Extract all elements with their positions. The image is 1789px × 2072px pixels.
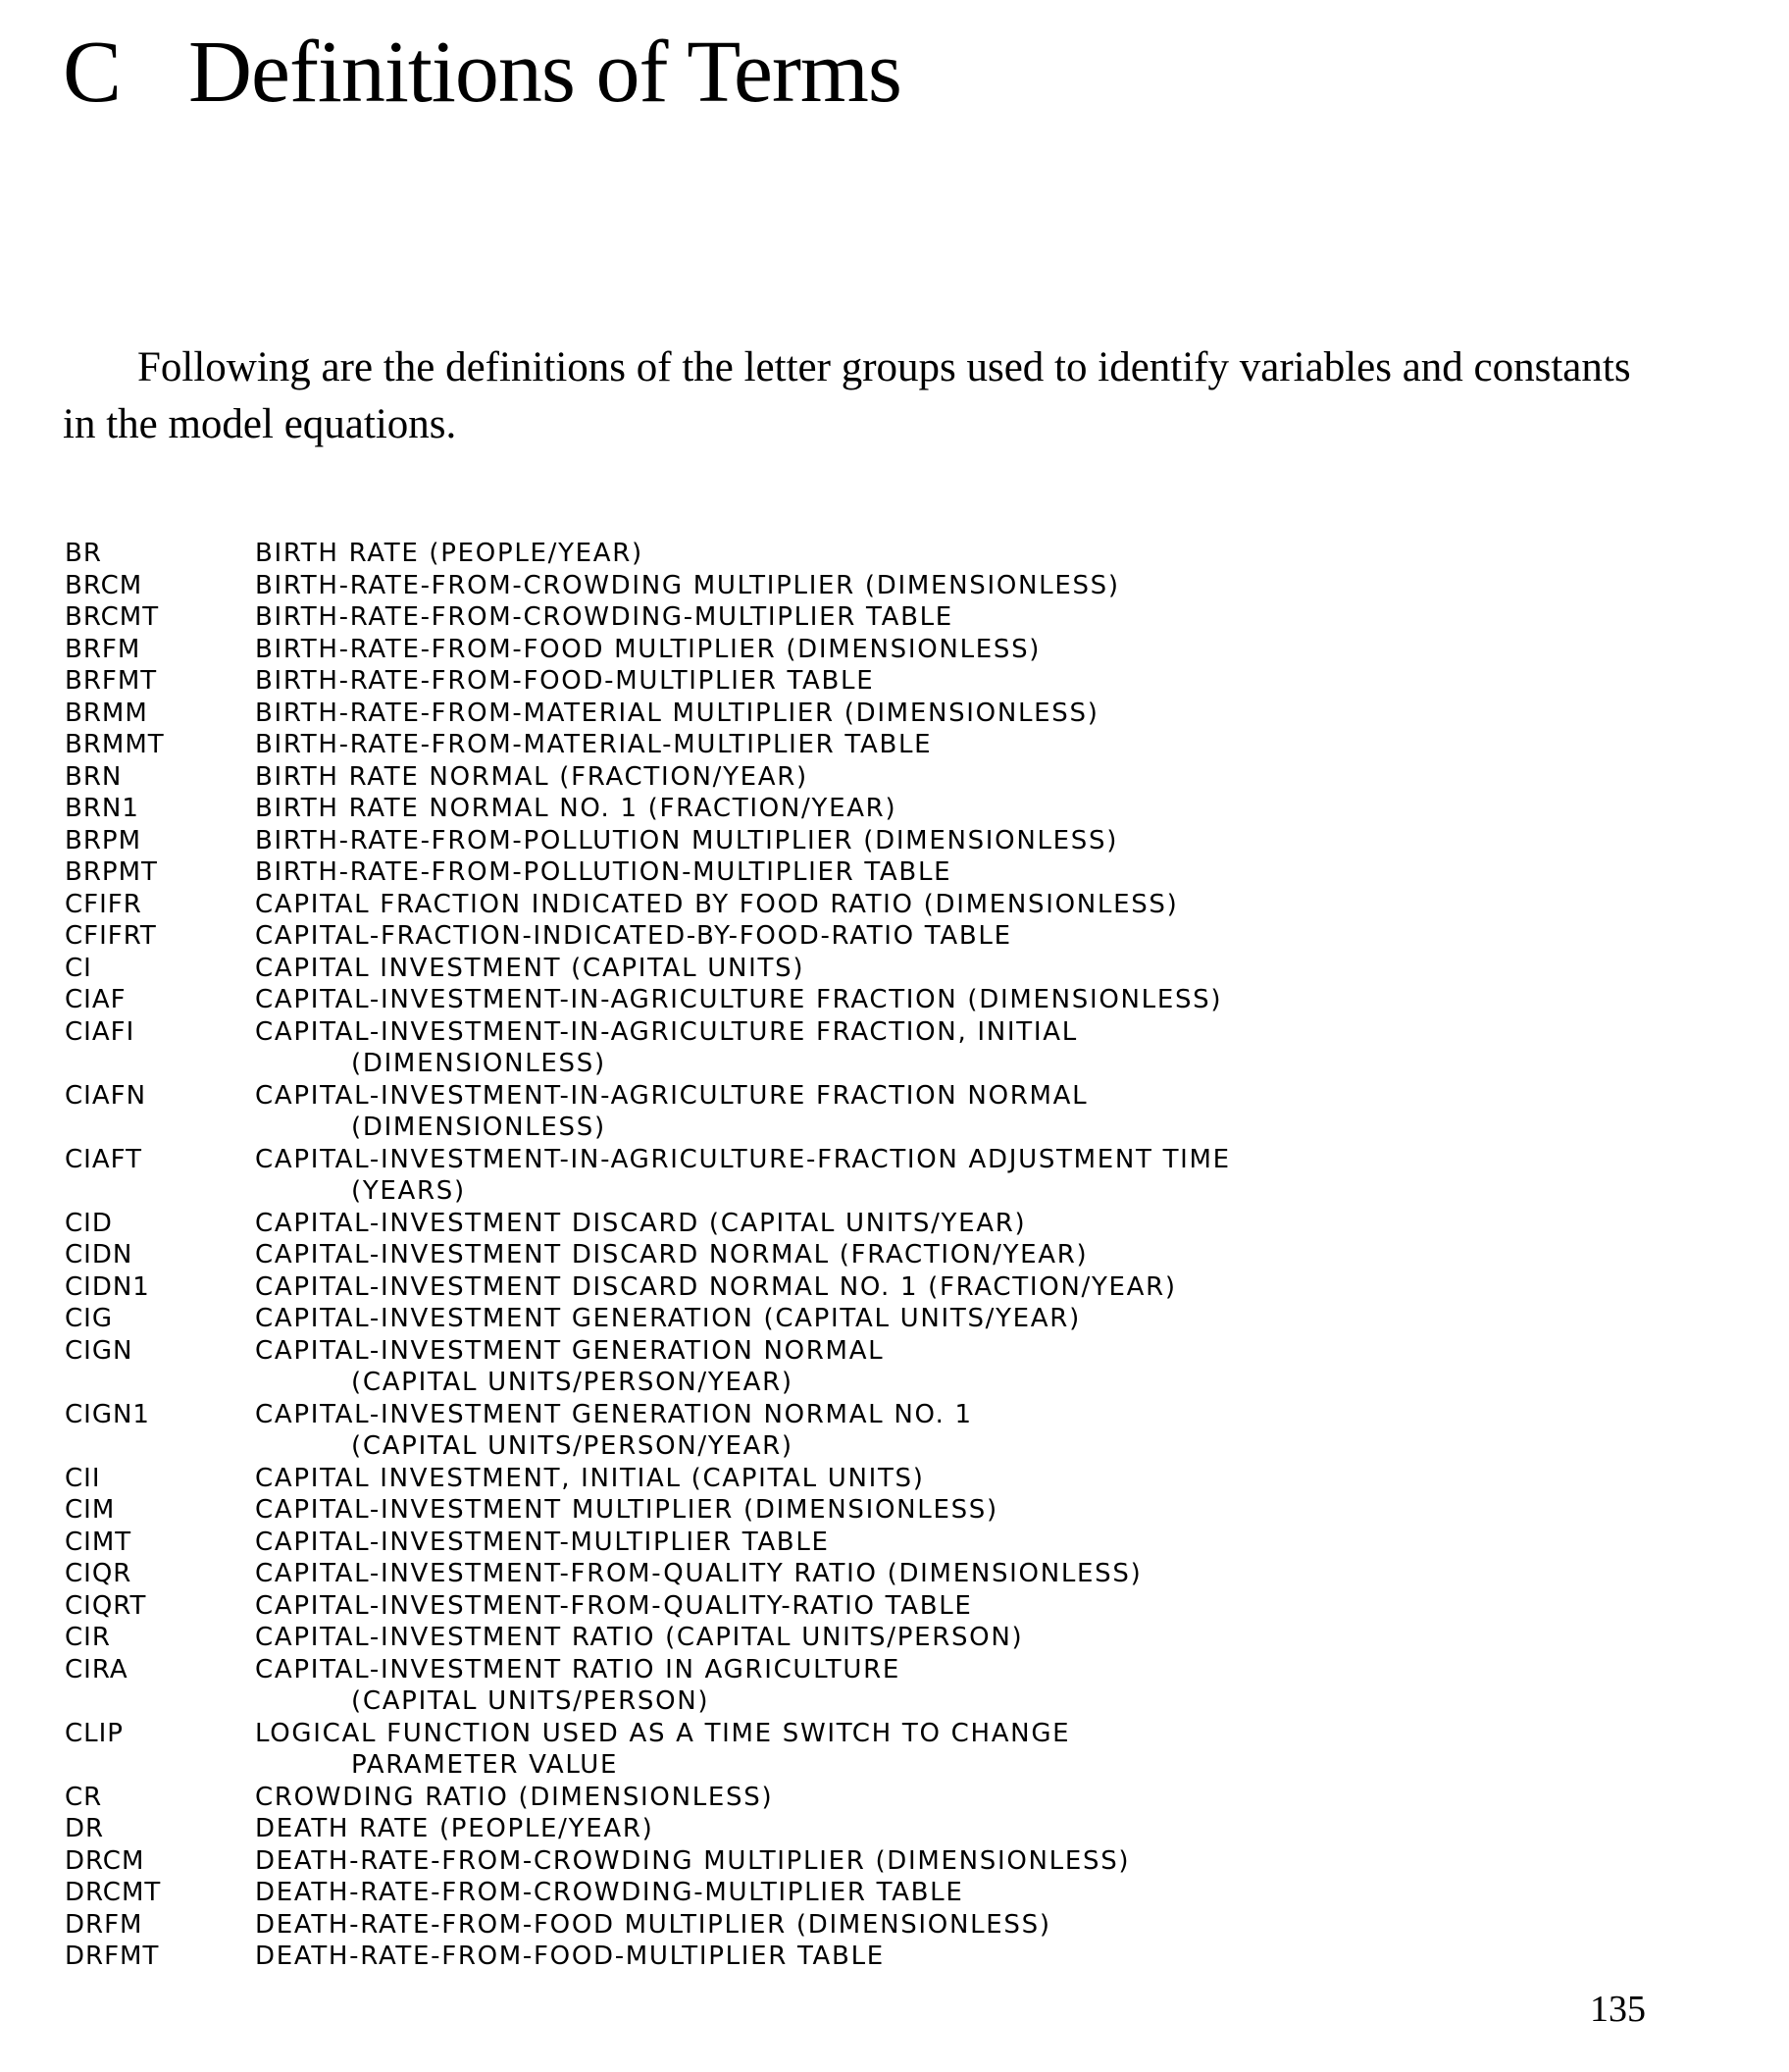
appendix-letter: C — [63, 24, 122, 121]
term-definition-line: CAPITAL INVESTMENT (CAPITAL UNITS) — [255, 953, 805, 983]
term-definition — [255, 1845, 1399, 1878]
term-abbreviation: BRFM — [65, 634, 141, 664]
appendix-heading — [63, 14, 901, 131]
term-definition-line: CAPITAL-INVESTMENT-IN-AGRICULTURE FRACTION (DIMENSIONLESS) — [255, 985, 1223, 1014]
term-abbreviation: CIR — [65, 1623, 111, 1652]
term-definition-line: CAPITAL-INVESTMENT MULTIPLIER (DIMENSIONLESS) — [255, 1495, 998, 1525]
term-abbreviation: CIAF — [65, 985, 127, 1014]
term-abbreviation: CIM — [65, 1495, 116, 1525]
term-row — [65, 1845, 1399, 1878]
term-definition-line: LOGICAL FUNCTION USED AS A TIME SWITCH TO CHANGE — [255, 1718, 1071, 1748]
term-definition-line: CAPITAL INVESTMENT, INITIAL (CAPITAL UNITS) — [255, 1463, 925, 1493]
intro-paragraph — [63, 339, 1632, 453]
term-row — [65, 793, 1399, 825]
term-definition — [255, 538, 1399, 570]
term-definition-line: CAPITAL-INVESTMENT GENERATION NORMAL — [255, 1335, 885, 1366]
term-row — [65, 634, 1399, 666]
term-row — [65, 1909, 1399, 1942]
term-definition-line: CAPITAL-INVESTMENT-FROM-QUALITY-RATIO TABLE — [255, 1590, 973, 1621]
term-definition — [255, 1144, 1399, 1208]
term-row — [65, 1494, 1399, 1527]
term-definition — [255, 825, 1399, 857]
term-abbreviation: BRFMT — [65, 666, 158, 696]
term-row — [65, 1527, 1399, 1559]
term-row — [65, 698, 1399, 730]
term-abbreviation: BRMM — [65, 698, 148, 728]
term-row — [65, 1144, 1399, 1208]
term-definition — [255, 1494, 1399, 1527]
term-definition-line: CAPITAL-INVESTMENT-MULTIPLIER TABLE — [255, 1527, 830, 1557]
term-abbreviation: CIRA — [65, 1654, 128, 1684]
term-row — [65, 1654, 1399, 1718]
term-definition-line: BIRTH-RATE-FROM-MATERIAL-MULTIPLIER TABLE — [255, 730, 933, 759]
term-row — [65, 920, 1399, 953]
term-row — [65, 1016, 1399, 1080]
term-definition — [255, 1622, 1399, 1654]
appendix-title: Definitions of Terms — [188, 24, 901, 121]
term-abbreviation: CIAFT — [65, 1144, 142, 1174]
term-definition-line: CAPITAL-INVESTMENT DISCARD NORMAL (FRACTION/YEAR) — [255, 1240, 1089, 1269]
term-definition-line: BIRTH RATE NORMAL (FRACTION/YEAR) — [255, 761, 808, 792]
term-definition — [255, 889, 1399, 921]
term-row — [65, 889, 1399, 921]
term-definition — [255, 1463, 1399, 1495]
term-definition — [255, 570, 1399, 602]
term-abbreviation: BRN1 — [65, 794, 139, 823]
term-definition-line: CAPITAL-INVESTMENT-IN-AGRICULTURE-FRACTION ADJUSTMENT TIME — [255, 1144, 1231, 1174]
term-abbreviation: CFIFRT — [65, 921, 157, 951]
term-abbreviation: CIAFN — [65, 1080, 147, 1111]
term-definition — [255, 761, 1399, 794]
term-row — [65, 1335, 1399, 1399]
term-definition — [255, 1813, 1399, 1845]
term-abbreviation: DRFMT — [65, 1942, 160, 1971]
term-definition — [255, 793, 1399, 825]
term-definition — [255, 1590, 1399, 1623]
term-definition — [255, 1527, 1399, 1559]
term-row — [65, 665, 1399, 698]
term-definition — [255, 601, 1399, 634]
term-definition-line: BIRTH-RATE-FROM-POLLUTION MULTIPLIER (DIMENSIONLESS) — [255, 825, 1119, 855]
term-abbreviation: CIGN — [65, 1335, 133, 1366]
term-definition-line: BIRTH-RATE-FROM-FOOD MULTIPLIER (DIMENSIONLESS) — [255, 634, 1042, 664]
term-definition-line: CAPITAL FRACTION INDICATED BY FOOD RATIO (DIMENSIONLESS) — [255, 889, 1179, 919]
term-definition-line: CAPITAL-INVESTMENT-IN-AGRICULTURE FRACTION, INITIAL — [255, 1016, 1078, 1047]
term-abbreviation: CFIFR — [65, 889, 142, 919]
term-row — [65, 1941, 1399, 1973]
term-abbreviation: DR — [65, 1814, 105, 1843]
term-row — [65, 984, 1399, 1016]
term-abbreviation: CIMT — [65, 1527, 132, 1557]
term-abbreviation: CIGN1 — [65, 1399, 150, 1429]
term-definition — [255, 856, 1399, 889]
term-row — [65, 1271, 1399, 1304]
term-row — [65, 1558, 1399, 1590]
term-row — [65, 1303, 1399, 1335]
term-definition — [255, 1941, 1399, 1973]
term-row — [65, 1877, 1399, 1909]
term-abbreviation: BRCMT — [65, 602, 160, 632]
term-definition-continuation: (CAPITAL UNITS/PERSON/YEAR) — [351, 1431, 793, 1461]
term-definition-continuation: (DIMENSIONLESS) — [351, 1049, 606, 1078]
term-definition-line: CAPITAL-INVESTMENT RATIO IN AGRICULTURE — [255, 1654, 900, 1684]
term-abbreviation: CIQRT — [65, 1590, 147, 1621]
term-abbreviation: CIDN1 — [65, 1271, 150, 1302]
term-definition — [255, 1335, 1399, 1399]
term-definition-line: BIRTH RATE NORMAL NO. 1 (FRACTION/YEAR) — [255, 794, 897, 823]
term-definition — [255, 1271, 1399, 1304]
term-definition — [255, 634, 1399, 666]
term-abbreviation: CII — [65, 1463, 101, 1493]
intro-text: Following are the definitions of the letter groups used to identify variables and constants in the model equations. — [63, 344, 1631, 447]
term-row — [65, 856, 1399, 889]
term-definition-line: BIRTH RATE (PEOPLE/YEAR) — [255, 539, 643, 568]
term-abbreviation: BRMMT — [65, 730, 165, 759]
term-row — [65, 1813, 1399, 1845]
term-definition — [255, 1208, 1399, 1240]
term-abbreviation: BRCM — [65, 570, 143, 600]
term-abbreviation: DRCM — [65, 1845, 145, 1876]
term-definition — [255, 1303, 1399, 1335]
term-definition — [255, 920, 1399, 953]
term-definition-line: CAPITAL-INVESTMENT-IN-AGRICULTURE FRACTION NORMAL — [255, 1080, 1089, 1111]
term-definition — [255, 1239, 1399, 1271]
term-definition — [255, 1909, 1399, 1942]
term-row — [65, 1208, 1399, 1240]
term-abbreviation: BRPM — [65, 825, 142, 855]
term-definition — [255, 729, 1399, 761]
term-row — [65, 729, 1399, 761]
term-row — [65, 1399, 1399, 1463]
term-definition — [255, 1718, 1399, 1782]
term-abbreviation: BR — [65, 539, 102, 568]
term-definition-continuation: (CAPITAL UNITS/PERSON/YEAR) — [351, 1368, 793, 1397]
term-definition — [255, 953, 1399, 985]
term-row — [65, 1463, 1399, 1495]
term-definition-line: CAPITAL-FRACTION-INDICATED-BY-FOOD-RATIO TABLE — [255, 921, 1012, 951]
term-definition-continuation: (YEARS) — [351, 1176, 466, 1206]
term-abbreviation: CLIP — [65, 1718, 124, 1748]
term-abbreviation: DRCMT — [65, 1878, 162, 1907]
page-number: 135 — [1590, 1989, 1646, 2030]
term-definition — [255, 1016, 1399, 1080]
term-abbreviation: CR — [65, 1782, 103, 1812]
term-definition-line: CAPITAL-INVESTMENT GENERATION (CAPITAL UNITS/YEAR) — [255, 1304, 1081, 1333]
term-abbreviation: BRPMT — [65, 857, 158, 887]
term-abbreviation: CIDN — [65, 1240, 133, 1269]
term-row — [65, 1239, 1399, 1271]
term-row — [65, 761, 1399, 794]
term-row — [65, 825, 1399, 857]
term-definition-line: DEATH-RATE-FROM-FOOD MULTIPLIER (DIMENSIONLESS) — [255, 1909, 1051, 1940]
term-row — [65, 1622, 1399, 1654]
term-definition-line: CAPITAL-INVESTMENT RATIO (CAPITAL UNITS/PERSON) — [255, 1623, 1024, 1652]
term-definition-continuation: PARAMETER VALUE — [351, 1750, 619, 1780]
term-abbreviation: CID — [65, 1208, 113, 1238]
term-definition-line: CAPITAL-INVESTMENT DISCARD (CAPITAL UNITS/YEAR) — [255, 1208, 1027, 1238]
term-row — [65, 1590, 1399, 1623]
term-abbreviation: BRN — [65, 761, 123, 792]
term-definition — [255, 1399, 1399, 1463]
terms-list — [65, 538, 1399, 1973]
term-definition-line: DEATH-RATE-FROM-FOOD-MULTIPLIER TABLE — [255, 1942, 885, 1971]
term-definition-continuation: (DIMENSIONLESS) — [351, 1113, 606, 1142]
term-definition — [255, 1654, 1399, 1718]
term-definition-continuation: (CAPITAL UNITS/PERSON) — [351, 1686, 710, 1716]
term-abbreviation: DRFM — [65, 1909, 143, 1940]
term-abbreviation: CIQR — [65, 1559, 132, 1588]
term-definition-line: DEATH RATE (PEOPLE/YEAR) — [255, 1814, 654, 1843]
term-definition-line: DEATH-RATE-FROM-CROWDING-MULTIPLIER TABLE — [255, 1878, 964, 1907]
term-abbreviation: CIAFI — [65, 1016, 135, 1047]
term-definition — [255, 1782, 1399, 1814]
term-definition-line: BIRTH-RATE-FROM-FOOD-MULTIPLIER TABLE — [255, 666, 875, 696]
term-row — [65, 953, 1399, 985]
term-definition — [255, 698, 1399, 730]
term-definition-line: BIRTH-RATE-FROM-CROWDING MULTIPLIER (DIMENSIONLESS) — [255, 570, 1120, 600]
term-row — [65, 601, 1399, 634]
term-definition-line: BIRTH-RATE-FROM-POLLUTION-MULTIPLIER TABLE — [255, 857, 952, 887]
term-row — [65, 1718, 1399, 1782]
term-definition — [255, 984, 1399, 1016]
term-row — [65, 538, 1399, 570]
term-definition-line: CAPITAL-INVESTMENT-FROM-QUALITY RATIO (DIMENSIONLESS) — [255, 1559, 1143, 1588]
term-row — [65, 1782, 1399, 1814]
term-row — [65, 570, 1399, 602]
term-abbreviation: CI — [65, 953, 92, 983]
term-definition-line: BIRTH-RATE-FROM-CROWDING-MULTIPLIER TABLE — [255, 602, 953, 632]
term-definition — [255, 1877, 1399, 1909]
term-definition-line: DEATH-RATE-FROM-CROWDING MULTIPLIER (DIMENSIONLESS) — [255, 1845, 1131, 1876]
term-definition-line: CAPITAL-INVESTMENT DISCARD NORMAL NO. 1 (FRACTION/YEAR) — [255, 1271, 1177, 1302]
term-definition — [255, 1558, 1399, 1590]
term-definition-line: BIRTH-RATE-FROM-MATERIAL MULTIPLIER (DIMENSIONLESS) — [255, 698, 1099, 728]
term-definition — [255, 665, 1399, 698]
term-row — [65, 1080, 1399, 1144]
term-definition-line: CROWDING RATIO (DIMENSIONLESS) — [255, 1782, 774, 1812]
term-definition — [255, 1080, 1399, 1144]
term-definition-line: CAPITAL-INVESTMENT GENERATION NORMAL NO. 1 — [255, 1399, 973, 1429]
term-abbreviation: CIG — [65, 1304, 113, 1333]
